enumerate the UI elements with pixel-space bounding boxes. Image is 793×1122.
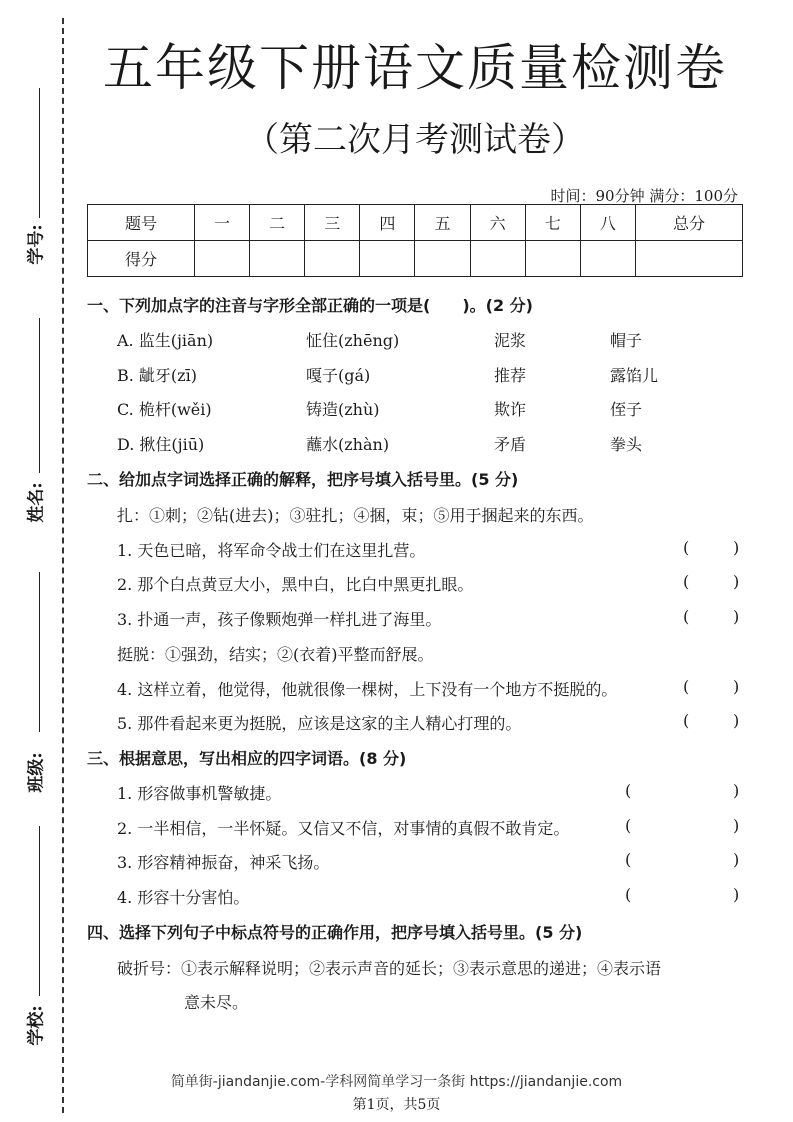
q2-answer-3-close: ) <box>733 607 740 626</box>
q2-item-3: 3. 扑通一声，孩子像颗炮弹一样扎进了海里。 <box>117 610 442 629</box>
q3-answer-3-close: ) <box>733 850 740 869</box>
q2-answer-3-open[interactable]: ( <box>683 607 690 626</box>
q3-answer-1-close: ) <box>733 781 740 800</box>
q1-option-c-word4: 侄子 <box>610 400 643 419</box>
q1-option-b-word2: 嘎子(gá) <box>306 366 371 385</box>
q1-option-a-word4: 帽子 <box>610 331 643 350</box>
q1-option-d-word3: 矛盾 <box>494 435 527 454</box>
q3-answer-2-close: ) <box>733 816 740 835</box>
q4-definition-line2: 意未尽。 <box>184 993 249 1012</box>
q2-answer-5-close: ) <box>733 711 740 730</box>
footer-page-number: 第1页，共5页 <box>352 1097 441 1113</box>
class-label: 班级: <box>26 752 47 793</box>
score-table <box>87 204 743 277</box>
q2-item-5: 5. 那件看起来更为挺脱，应该是这家的主人精心打理的。 <box>117 714 522 733</box>
score-cell-header: 三 <box>305 205 360 241</box>
score-cell-header: 一 <box>194 205 249 241</box>
score-row-label: 得分 <box>88 241 195 277</box>
score-cell-input[interactable] <box>580 241 635 277</box>
q3-item-3: 3. 形容精神振奋，神采飞扬。 <box>117 853 330 872</box>
student-id-label: 学号: <box>26 224 47 265</box>
q3-heading: 三、根据意思，写出相应的四字词语。(8 分) <box>87 749 407 768</box>
q2-definition-zha: 扎：①刺；②钻(进去)；③驻扎；④捆，束；⑤用于捆起来的东西。 <box>117 506 594 525</box>
q3-answer-1-open[interactable]: ( <box>625 781 632 800</box>
student-id-line <box>39 88 40 218</box>
q3-answer-4-close: ) <box>733 885 740 904</box>
q2-answer-5-open[interactable]: ( <box>683 711 690 730</box>
footer-site: 简单街-jiandanjie.com-学科网简单学习一条街 https://jiandanjie.com <box>170 1074 623 1090</box>
q2-definition-tingtuo: 挺脱：①强劲，结实；②(衣着)平整而舒展。 <box>117 645 434 664</box>
q1-option-c-word3: 欺诈 <box>494 400 527 419</box>
score-table-score-row <box>88 241 743 277</box>
score-cell-header: 五 <box>415 205 470 241</box>
score-cell-header: 题号 <box>88 205 195 241</box>
q1-option-d-word2: 蘸水(zhàn) <box>306 435 390 454</box>
q2-answer-2-open[interactable]: ( <box>683 572 690 591</box>
q1-option-b-word4: 露馅儿 <box>610 366 659 385</box>
score-table-header-row <box>88 205 743 241</box>
q3-item-2: 2. 一半相信，一半怀疑。又信又不信，对事情的真假不敢肯定。 <box>117 819 570 838</box>
q1-option-d-word1: D. 揪住(jiū) <box>117 435 205 454</box>
q4-definition-line1: 破折号：①表示解释说明；②表示声音的延长；③表示意思的递进；④表示语 <box>117 959 662 978</box>
score-cell-input[interactable] <box>305 241 360 277</box>
q2-item-2: 2. 那个白点黄豆大小，黑中白，比白中黑更扎眼。 <box>117 575 474 594</box>
score-cell-header: 六 <box>470 205 525 241</box>
score-cell-input[interactable] <box>415 241 470 277</box>
score-cell-header: 七 <box>525 205 580 241</box>
q2-item-1: 1. 天色已暗，将军命令战士们在这里扎营。 <box>117 541 426 560</box>
q2-answer-2-close: ) <box>733 572 740 591</box>
q2-heading: 二、给加点字词选择正确的解释，把序号填入括号里。(5 分) <box>87 470 519 489</box>
q1-heading: 一、下列加点字的注音与字形全部正确的一项是( )。(2 分) <box>87 296 533 315</box>
q2-item-4: 4. 这样立着，他觉得，他就很像一棵树，上下没有一个地方不挺脱的。 <box>117 680 618 699</box>
binding-dashed-line <box>62 18 64 1113</box>
score-cell-input[interactable] <box>635 241 742 277</box>
q1-option-c-word2: 铸造(zhù) <box>306 400 380 419</box>
school-label: 学校: <box>26 1005 47 1046</box>
name-label: 姓名: <box>26 482 47 523</box>
q1-option-a-word2: 怔住(zhēng) <box>306 331 400 350</box>
page-subtitle: （第二次月考测试卷） <box>245 120 585 160</box>
q1-option-b-word1: B. 龇牙(zī) <box>117 366 197 385</box>
name-line <box>39 318 40 473</box>
q1-option-c-word1: C. 桅杆(wěi) <box>117 400 212 419</box>
q1-option-b-word3: 推荐 <box>494 366 527 385</box>
q1-option-a-word3: 泥浆 <box>494 331 527 350</box>
school-line <box>39 826 40 996</box>
q3-answer-4-open[interactable]: ( <box>625 885 632 904</box>
q3-item-1: 1. 形容做事机警敏捷。 <box>117 784 282 803</box>
score-cell-header: 八 <box>580 205 635 241</box>
q2-answer-1-open[interactable]: ( <box>683 538 690 557</box>
q3-item-4: 4. 形容十分害怕。 <box>117 888 250 907</box>
score-cell-input[interactable] <box>525 241 580 277</box>
time-info: 时间：90分钟 满分：100分 <box>550 187 738 205</box>
q2-answer-1-close: ) <box>733 538 740 557</box>
score-cell-header: 总分 <box>635 205 742 241</box>
q3-answer-2-open[interactable]: ( <box>625 816 632 835</box>
page-title: 五年级下册语文质量检测卷 <box>103 39 727 97</box>
q4-heading: 四、选择下列句子中标点符号的正确作用，把序号填入括号里。(5 分) <box>87 923 583 942</box>
class-line <box>39 572 40 732</box>
score-cell-header: 二 <box>250 205 305 241</box>
score-cell-input[interactable] <box>250 241 305 277</box>
score-cell-header: 四 <box>360 205 415 241</box>
q2-answer-4-close: ) <box>733 677 740 696</box>
q3-answer-3-open[interactable]: ( <box>625 850 632 869</box>
score-cell-input[interactable] <box>470 241 525 277</box>
score-cell-input[interactable] <box>360 241 415 277</box>
q1-option-d-word4: 拳头 <box>610 435 643 454</box>
q2-answer-4-open[interactable]: ( <box>683 677 690 696</box>
score-cell-input[interactable] <box>194 241 249 277</box>
q1-option-a-word1: A. 监生(jiān) <box>117 331 214 350</box>
